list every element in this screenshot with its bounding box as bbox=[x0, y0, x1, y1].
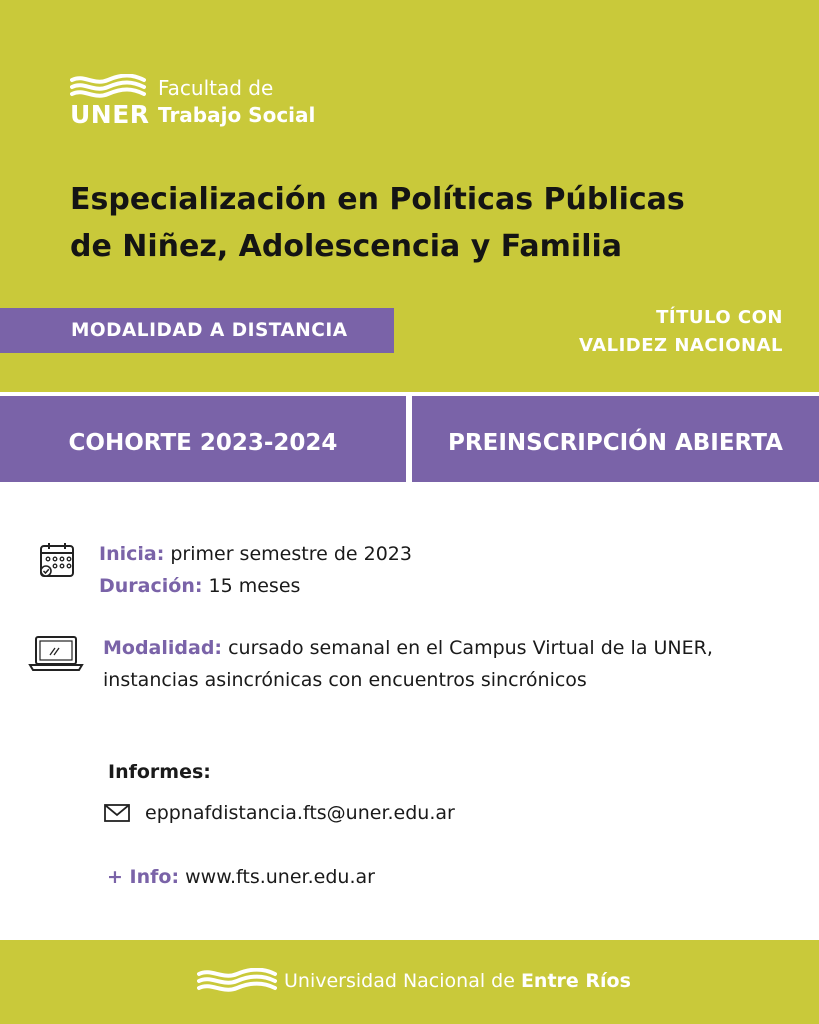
modalidad-label: Modalidad: bbox=[103, 637, 223, 659]
footer-text-bold: Entre Ríos bbox=[520, 970, 631, 992]
title-line2: de Niñez, Adolescencia y Familia bbox=[70, 229, 623, 264]
cohorte-banner: COHORTE 2023-2024 bbox=[0, 396, 406, 482]
titulo-line2: VALIDEZ NACIONAL bbox=[578, 335, 783, 356]
waves-logo-icon bbox=[197, 968, 277, 994]
inicia-label: Inicia: bbox=[99, 543, 165, 565]
modalidad-value-line2: instancias asincrónicas con encuentros sincrónicos bbox=[103, 669, 587, 691]
info-label: + Info: bbox=[107, 866, 180, 888]
titulo-line1: TÍTULO CON bbox=[656, 307, 783, 328]
preinscripcion-banner: PREINSCRIPCIÓN ABIERTA bbox=[412, 396, 819, 482]
page-title bbox=[70, 176, 770, 270]
footer-text-regular: Universidad Nacional de bbox=[284, 970, 521, 992]
duracion-row bbox=[99, 570, 300, 602]
waves-logo-icon bbox=[70, 74, 146, 100]
inicia-row bbox=[99, 538, 412, 570]
email-link[interactable]: eppnafdistancia.fts@uner.edu.ar bbox=[145, 802, 455, 824]
footer-university-name bbox=[284, 970, 631, 992]
titulo-validez bbox=[579, 304, 783, 360]
envelope-icon bbox=[104, 804, 130, 822]
duracion-label: Duración: bbox=[99, 575, 203, 597]
website-link[interactable]: www.fts.uner.edu.ar bbox=[185, 866, 375, 888]
modalidad-badge bbox=[0, 308, 394, 353]
calendar-icon bbox=[38, 541, 76, 579]
header-panel bbox=[0, 0, 819, 392]
modalidad-value-line1: cursado semanal en el Campus Virtual de la UNER, bbox=[228, 637, 713, 659]
footer bbox=[0, 940, 819, 1024]
duracion-value: 15 meses bbox=[208, 575, 301, 597]
modalidad-row bbox=[103, 632, 713, 664]
inicia-value: primer semestre de 2023 bbox=[170, 543, 412, 565]
logo-acronym: UNER bbox=[70, 100, 150, 129]
logo-line2: Trabajo Social bbox=[158, 103, 316, 127]
informes-label: Informes: bbox=[108, 761, 211, 783]
modalidad-badge-label: MODALIDAD A DISTANCIA bbox=[71, 320, 348, 341]
title-line1: Especialización en Políticas Públicas bbox=[70, 182, 685, 217]
info-row bbox=[107, 861, 375, 893]
laptop-icon bbox=[28, 634, 84, 672]
logo-line1: Facultad de bbox=[158, 76, 274, 100]
